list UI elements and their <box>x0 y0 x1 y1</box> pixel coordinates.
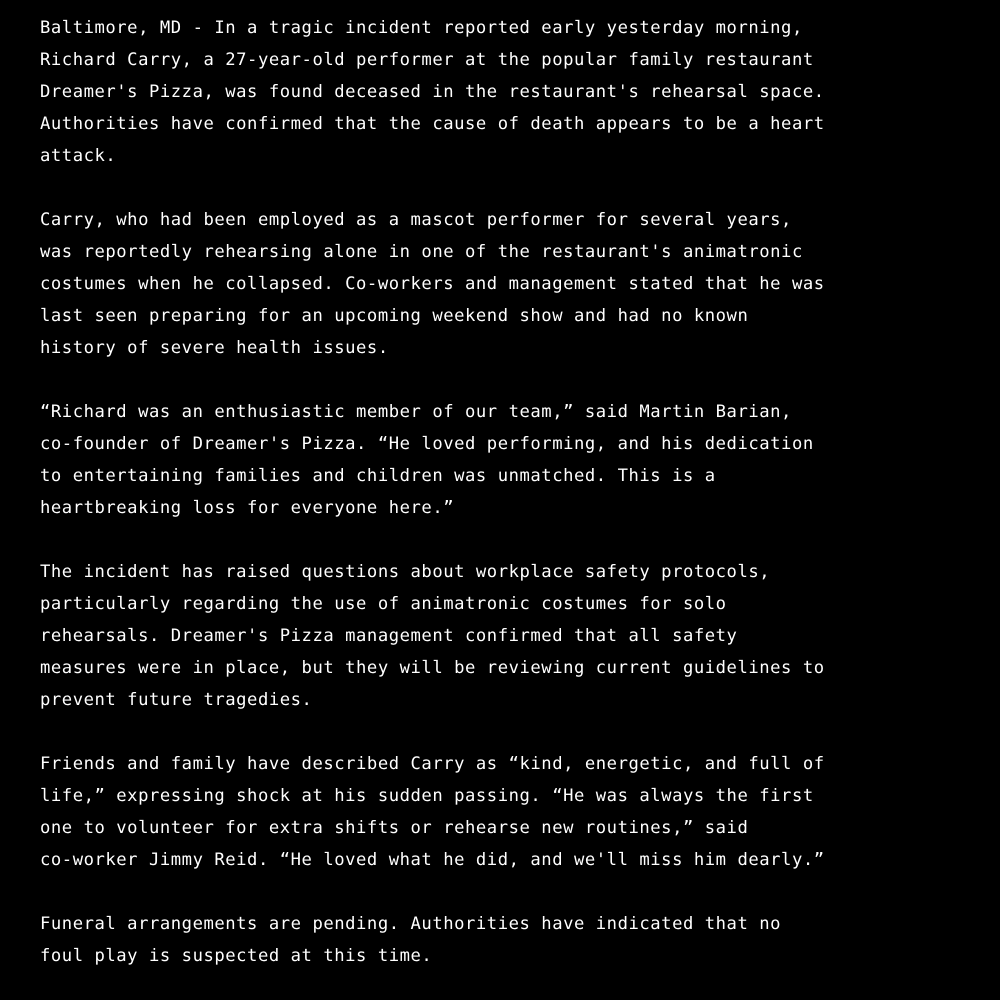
article-paragraph <box>0 396 1000 524</box>
article-paragraph <box>0 748 1000 876</box>
article-paragraph <box>0 12 1000 172</box>
article-paragraph <box>0 204 1000 364</box>
article-line: heartbreaking loss for everyone here.” <box>40 498 455 518</box>
article-line: particularly regarding the use of animatronic costumes for solo <box>40 594 727 614</box>
article-body <box>0 12 1000 972</box>
article-line: one to volunteer for extra shifts or rehearse new routines,” said <box>40 818 749 838</box>
article-line: attack. <box>40 146 117 166</box>
article-line: costumes when he collapsed. Co-workers and management stated that he was <box>40 274 825 294</box>
article-line: to entertaining families and children was unmatched. This is a <box>40 466 716 486</box>
article-line: history of severe health issues. <box>40 338 389 358</box>
article-line: was reportedly rehearsing alone in one of the restaurant's animatronic <box>40 242 803 262</box>
article-line: Dreamer's Pizza, was found deceased in the restaurant's rehearsal space. <box>40 82 825 102</box>
article-line: rehearsals. Dreamer's Pizza management confirmed that all safety <box>40 626 738 646</box>
article-line: Baltimore, MD - In a tragic incident reported early yesterday morning, <box>40 18 803 38</box>
article-line: prevent future tragedies. <box>40 690 313 710</box>
article-line: Authorities have confirmed that the cause of death appears to be a heart <box>40 114 825 134</box>
article-line: measures were in place, but they will be reviewing current guidelines to <box>40 658 825 678</box>
article-line: co-worker Jimmy Reid. “He loved what he did, and we'll miss him dearly.” <box>40 850 825 870</box>
article-line: Funeral arrangements are pending. Authorities have indicated that no <box>40 914 782 934</box>
article-line: Carry, who had been employed as a mascot performer for several years, <box>40 210 792 230</box>
article-line: life,” expressing shock at his sudden passing. “He was always the first <box>40 786 814 806</box>
article-line: co-founder of Dreamer's Pizza. “He loved performing, and his dedication <box>40 434 814 454</box>
article-line: The incident has raised questions about workplace safety protocols, <box>40 562 771 582</box>
article-line: Richard Carry, a 27-year-old performer at the popular family restaurant <box>40 50 814 70</box>
article-paragraph <box>0 556 1000 716</box>
article-paragraph <box>0 908 1000 972</box>
article-line: last seen preparing for an upcoming weekend show and had no known <box>40 306 749 326</box>
article-line: “Richard was an enthusiastic member of our team,” said Martin Barian, <box>40 402 792 422</box>
article-line: foul play is suspected at this time. <box>40 946 433 966</box>
article-line: Friends and family have described Carry as “kind, energetic, and full of <box>40 754 825 774</box>
